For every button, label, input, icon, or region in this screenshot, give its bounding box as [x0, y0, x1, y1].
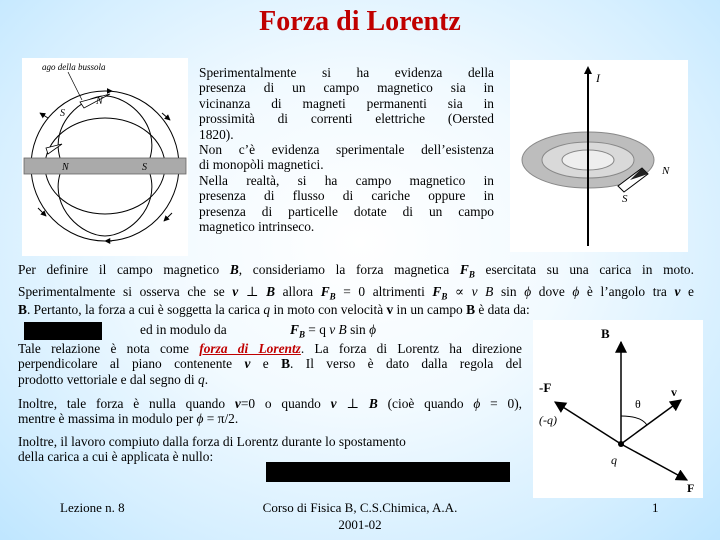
q-label: q — [611, 453, 617, 467]
intro-line: presenza di flusso di cariche oppure in — [199, 188, 494, 204]
relation-paragraph — [18, 341, 522, 387]
compass-n-label: N — [96, 96, 103, 107]
work-formula-redaction — [266, 462, 510, 482]
minus-f-vector-label: -F — [539, 380, 552, 395]
bar-magnet-figure — [22, 58, 188, 256]
intro-line: presenza di particelle dotate di un campo — [199, 203, 494, 219]
charge-dot — [618, 441, 624, 447]
intro-line: presenza di un campo magnetico sia in — [199, 80, 494, 96]
work-paragraph — [18, 434, 528, 465]
footer-course — [220, 499, 500, 533]
relation-line: perpendicolare al piano contenente v e B. Il verso è dato dalla regola del — [18, 356, 522, 372]
wire-field-diagram — [510, 60, 688, 252]
wire-field-figure — [510, 60, 688, 252]
theta-label: θ — [635, 397, 641, 411]
needle-s-label: S — [622, 193, 628, 205]
intro-line: 1820). — [199, 126, 234, 142]
modulus-intro: ed in modulo da — [140, 322, 227, 337]
null-force-paragraph — [18, 396, 522, 427]
intro-line: prossimità di correnti elettriche (Oersted — [199, 111, 494, 127]
lorentz-force-term: forza di Lorentz — [199, 341, 301, 356]
intro-line: vicinanza di magneti permanenti sia in — [199, 95, 494, 111]
work-line: Inoltre, il lavoro compiuto dalla forza di Lorentz durante lo spostamento — [18, 434, 406, 449]
compass-s-label: S — [60, 108, 65, 119]
b-vector-label: B — [601, 326, 610, 341]
page-number: 1 — [652, 500, 659, 515]
minus-q-label: (-q) — [539, 413, 557, 427]
intro-line: Nella realtà, si ha campo magnetico in — [199, 172, 494, 188]
magnet-s-label: S — [142, 162, 147, 173]
null-line: mentre è massima in modulo per ϕ = π/2. — [18, 411, 239, 427]
intro-line: di monopòli magnetici. — [199, 157, 324, 173]
lorentz-vector-diagram — [533, 320, 703, 498]
v-vector-label: v — [671, 385, 677, 399]
relation-line: Tale relazione è nota come forza di Lorentz. La forza di Lorentz ha direzione — [18, 341, 522, 356]
footer-lesson: Lezione n. 8 — [60, 500, 125, 515]
intro-line: magnetico intrinseco. — [199, 219, 315, 235]
null-line: Inoltre, tale forza è nulla quando v=0 o quando v ⊥ B (cioè quando ϕ = 0), — [18, 396, 523, 411]
therefore-line: B. Pertanto, la forza a cui è soggetta la carica q in moto con velocità v in un campo B è data da: — [18, 302, 530, 317]
modulus-formula: $F_B = q$ v B sin ϕ — [290, 322, 376, 340]
intro-line: Non c’è evidenza sperimentale dell’esistenza — [199, 142, 494, 158]
footer-course-line: Corso di Fisica B, C.S.Chimica, A.A. — [262, 500, 458, 515]
current-label: I — [596, 71, 600, 85]
definition-line: Per definire il campo magnetico B, consideriamo la forza magnetica $F_B$ esercitata su una carica in moto. — [18, 262, 694, 280]
relation-line: prodotto vettoriale e dal segno di q. — [18, 371, 209, 387]
intro-paragraph — [199, 65, 494, 234]
slide-title: Forza di Lorentz — [259, 6, 461, 37]
lorentz-vector-figure — [533, 320, 703, 498]
bar-magnet-diagram — [22, 58, 188, 256]
formula-redaction — [24, 322, 102, 340]
magnet-n-label: N — [62, 162, 69, 173]
observation-line: Sperimentalmente si osserva che se v ⊥ B allora $F_B = 0$ altrimenti $F_B \propto v$ B sin ϕ dove ϕ è l’angolo tra v e — [18, 284, 694, 302]
f-vector-label: F — [687, 481, 695, 495]
work-line: della carica a cui è applicata è nullo: — [18, 449, 214, 465]
footer-year-line: 2001-02 — [338, 517, 382, 532]
compass-caption: ago della bussola — [42, 62, 106, 72]
needle-n-label: N — [662, 165, 670, 177]
intro-line: Sperimentalmente si ha evidenza della — [199, 65, 494, 80]
